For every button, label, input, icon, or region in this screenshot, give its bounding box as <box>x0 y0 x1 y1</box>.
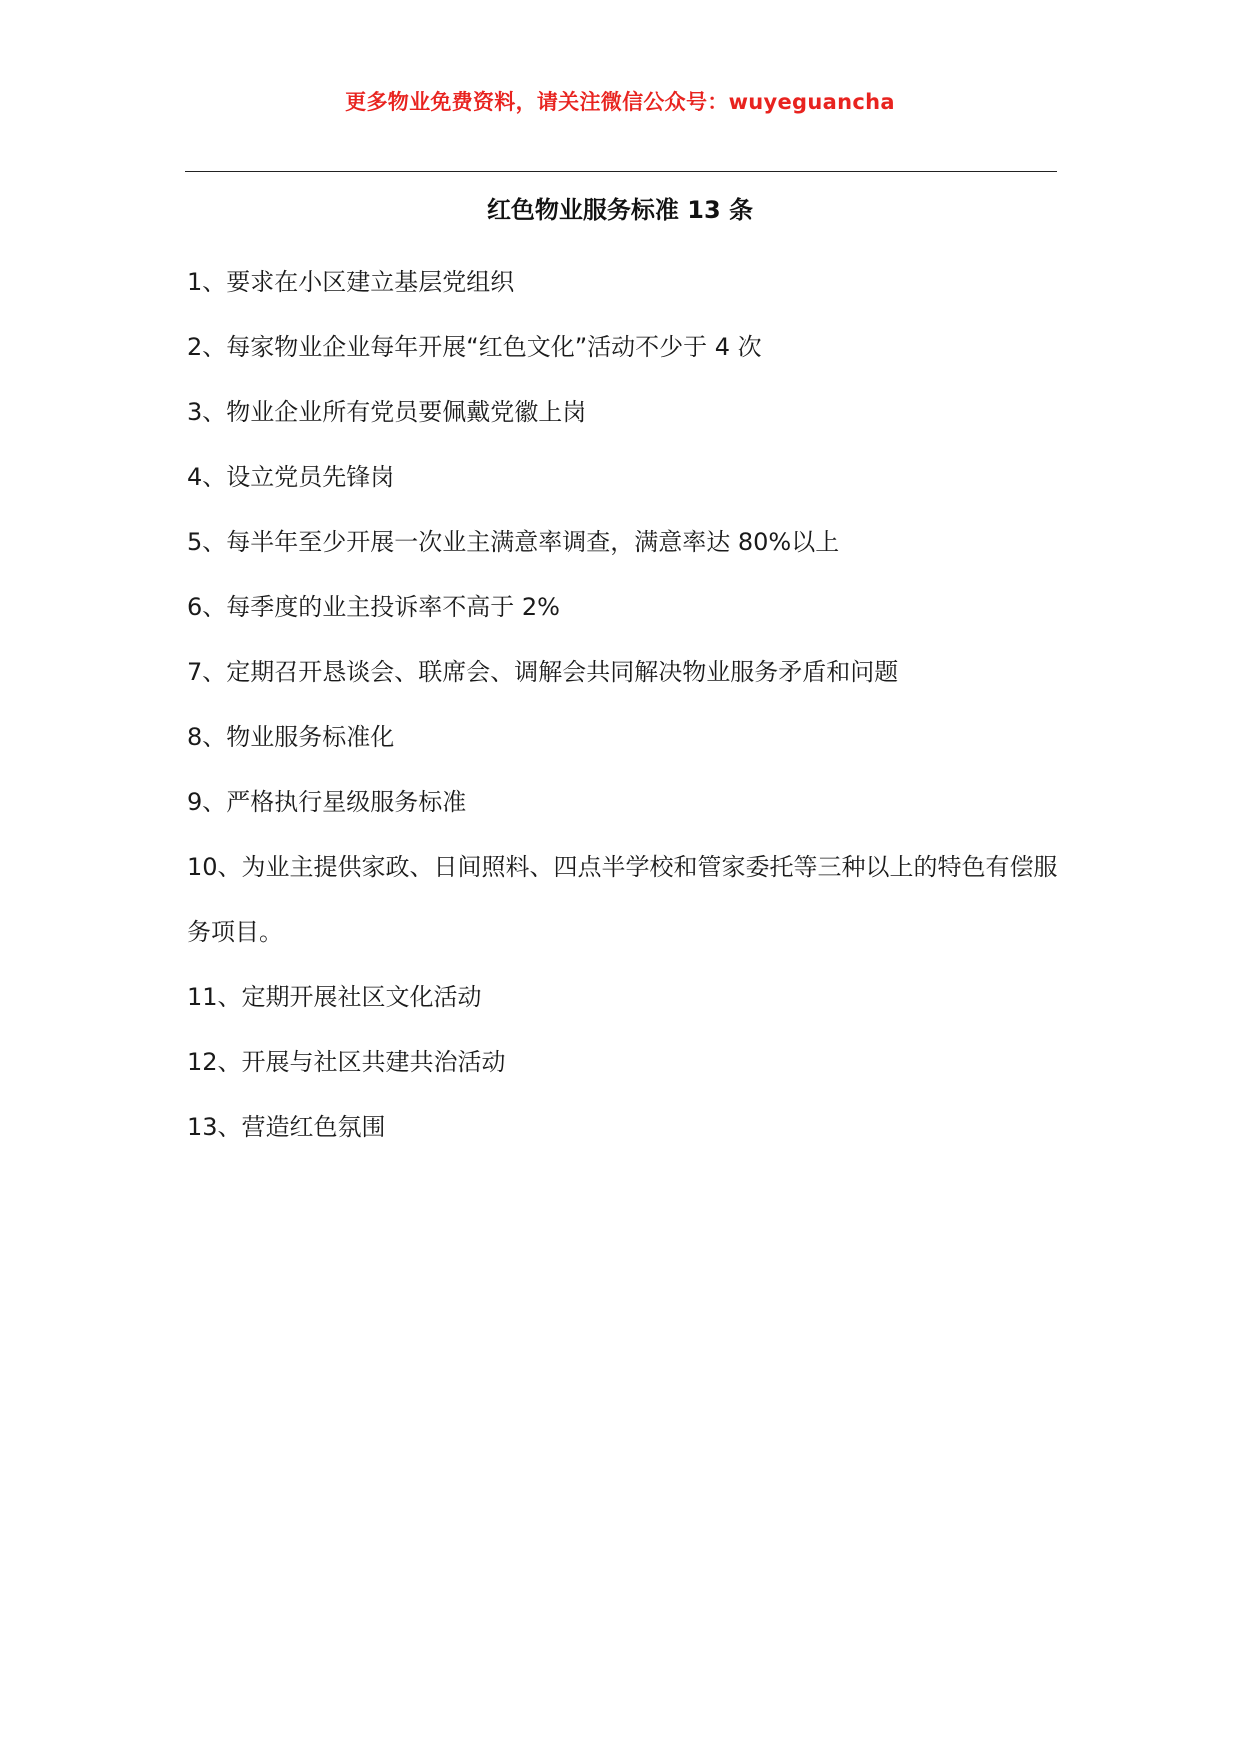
list-item: 13、营造红色氛围 <box>187 1113 386 1141</box>
list-item: 5、每半年至少开展一次业主满意率调查，满意率达 80%以上 <box>187 528 840 556</box>
list-item: 1、要求在小区建立基层党组织 <box>187 268 515 296</box>
list-item: 10、为业主提供家政、日间照料、四点半学校和管家委托等三种以上的特色有偿服务项目。 <box>187 853 1058 946</box>
list-item: 8、物业服务标准化 <box>187 723 395 751</box>
list-item: 6、每季度的业主投诉率不高于 2% <box>187 593 560 621</box>
list-item: 3、物业企业所有党员要佩戴党徽上岗 <box>187 398 587 426</box>
list-item: 2、每家物业企业每年开展“红色文化”活动不少于 4 次 <box>187 333 762 361</box>
header-divider <box>185 171 1057 172</box>
standards-list <box>187 250 1067 1160</box>
list-item: 12、开展与社区共建共治活动 <box>187 1048 506 1076</box>
document-title: 红色物业服务标准 13 条 <box>486 196 754 224</box>
list-item: 11、定期开展社区文化活动 <box>187 983 482 1011</box>
list-item: 9、严格执行星级服务标准 <box>187 788 467 816</box>
promo-header-text: 更多物业免费资料，请关注微信公众号：wuyeguancha <box>345 90 895 114</box>
list-item: 4、设立党员先锋岗 <box>187 463 395 491</box>
list-item: 7、定期召开恳谈会、联席会、调解会共同解决物业服务矛盾和问题 <box>187 658 899 686</box>
